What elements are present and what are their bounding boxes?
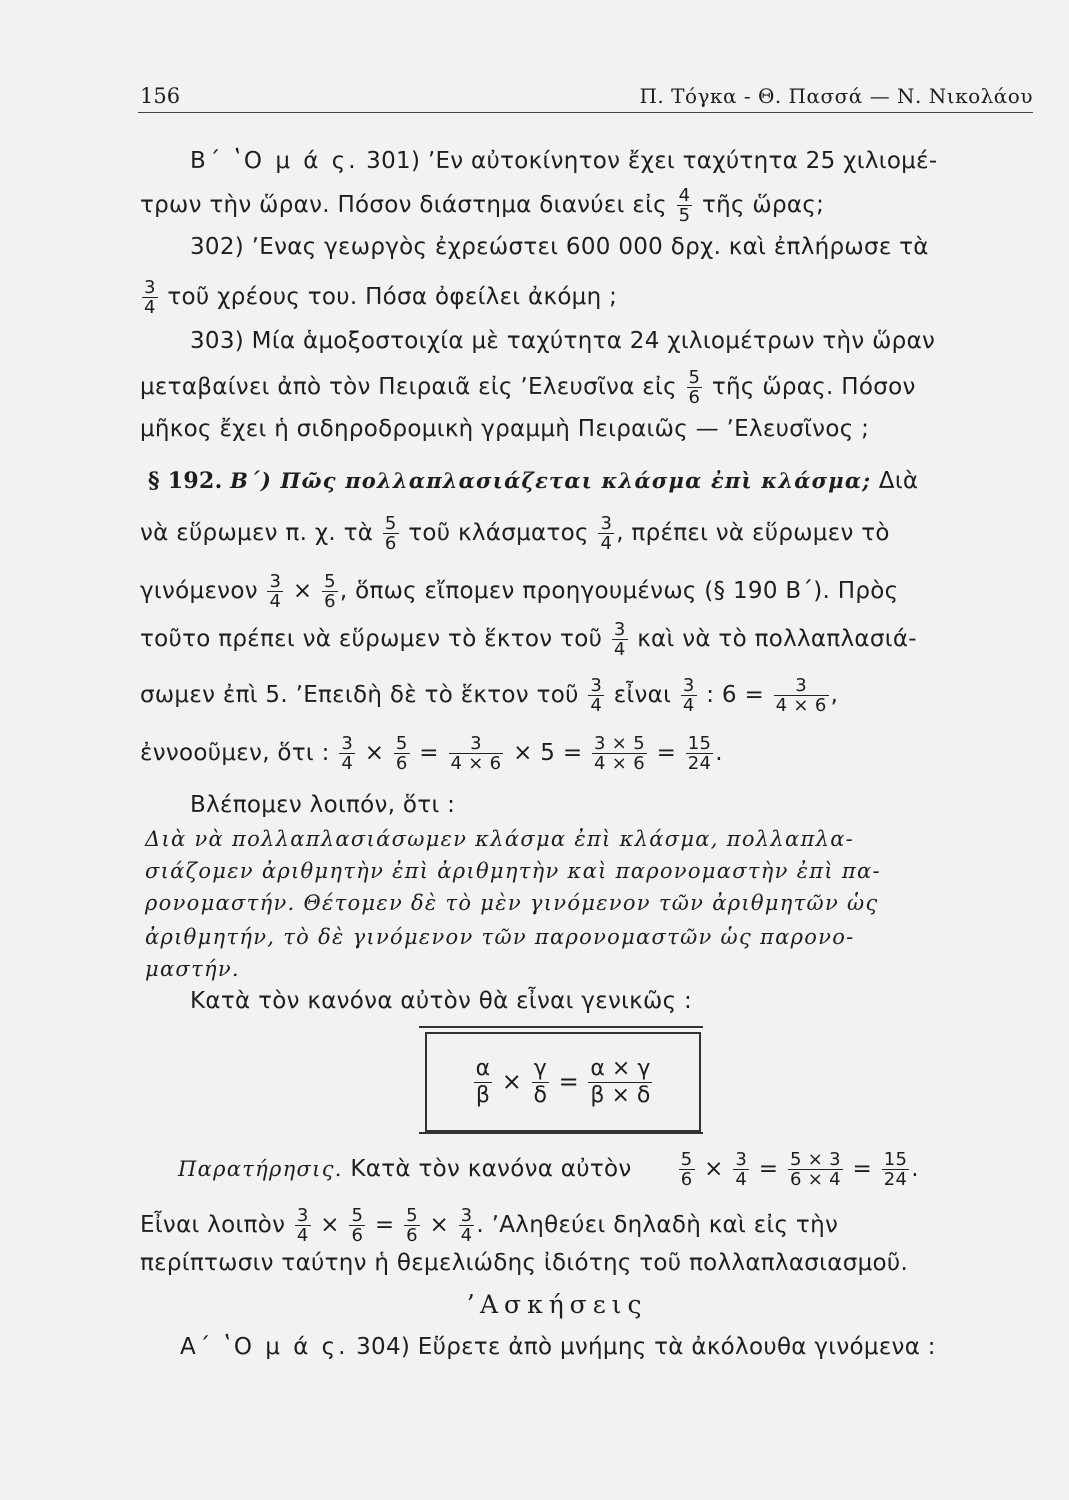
fraction: $\frac{5}{6}$ [395, 733, 408, 774]
rule-line-4: ἀριθμητήν, τὸ δὲ γινόμενον τῶν παρονομαστῶν ὡς παρονο- [145, 925, 855, 949]
section-line-2: νὰ εὕρωμεν π. χ. τὰ $\frac{5}{6}$ τοῦ κλάσματος $\frac{3}{4}$ , πρέπει νὰ εὕρωμεν τὸ [140, 513, 890, 554]
fraction: $\frac{4}{5}$ [678, 185, 691, 226]
problem-301-line-2: τρων τὴν ὥραν. Πόσον διάστημα διανύει εἰς $\frac{4}{5}$ τῆς ὥρας; [140, 185, 825, 226]
section-line-5: σωμεν ἐπὶ 5. ʼΕπειδὴ δὲ τὸ ἕκτον τοῦ $\frac{3}{4}$ εἶναι $\frac{3}{4}$ : 6 = $\frac{3}{4 \times 6}$ , [140, 675, 839, 716]
section-192-title: § 192. Β΄) Πῶς πολλαπλασιάζεται κλάσμα ἐπὶ κλάσμα; Διὰ [148, 468, 919, 494]
general-rule-text: Κατὰ τὸν κανόνα αὐτὸν θὰ εἶναι γενικῶς : [190, 988, 693, 1014]
fraction: $\frac{3}{4}$ [590, 675, 603, 716]
remark-line-2: Εἶναι λοιπὸν $\frac{3}{4}$ × $\frac{5}{6}$ = $\frac{5}{6}$ × $\frac{3}{4}$ . ʼΑληθεύει δηλαδὴ καὶ εἰς τὴν [140, 1205, 839, 1246]
fraction: $\frac{3}{4}$ [296, 1205, 309, 1246]
fraction: $\frac{5 \times 3}{6 \times 4}$ [789, 1149, 841, 1190]
fraction: $\frac{\alpha}{\beta}$ [475, 1056, 491, 1108]
remark-line-3: περίπτωσιν ταύτην ἡ θεμελιώδης ἰδιότης τοῦ πολλαπλασιασμοῦ. [140, 1250, 909, 1276]
fraction: $\frac{5}{6}$ [324, 571, 336, 612]
section-line-4: τοῦτο πρέπει νὰ εὕρωμεν τὸ ἕκτον τοῦ $\frac{3}{4}$ καὶ νὰ τὸ πολλαπλασιά- [140, 619, 917, 660]
fraction: $\frac{3}{4}$ [735, 1149, 748, 1190]
formula-bottom-rule [419, 1132, 703, 1134]
page-number: 156 [140, 84, 181, 108]
rule-line-2: σιάζομεν ἀριθμητὴν ἐπὶ ἀριθμητὴν καὶ παρονομαστὴν ἐπὶ πα- [145, 859, 881, 883]
problem-301-line-1: Β΄ ʽΟ μ ά ς. 301) ʼΕν αὐτοκίνητον ἔχει ταχύτητα 25 χιλιομέ- [190, 148, 938, 174]
general-formula: $\frac{\alpha}{\beta}$ × $\frac{\gamma}{\delta}$ = $\frac{\alpha \times \gamma}{\beta \times \delta}$ [475, 1056, 651, 1108]
fraction: $\frac{3}{4 \times 6}$ [450, 733, 502, 774]
section-line-3: γινόμενον $\frac{3}{4}$ × $\frac{5}{6}$ , ὅπως εἴπομεν προηγουμένως (§ 190 Β΄). Πρὸς [140, 571, 899, 612]
rule-line-1: Διὰ νὰ πολλαπλασιάσωμεν κλάσμα ἐπὶ κλάσμα, πολλαπλα- [145, 827, 855, 851]
general-formula-box [425, 1032, 701, 1132]
fraction: $\frac{3}{4}$ [682, 675, 695, 716]
fraction: $\frac{5}{6}$ [688, 367, 701, 408]
rule-line-5: μαστήν. [145, 957, 240, 981]
rule-line-3: ρονομαστήν. Θέτομεν δὲ τὸ μὲν γινόμενον τῶν ἀριθμητῶν ὡς [145, 891, 879, 915]
formula-top-rule [419, 1026, 703, 1028]
fraction: $\frac{3}{4}$ [144, 277, 156, 318]
fraction: $\frac{15}{24}$ [687, 733, 712, 774]
running-header [138, 78, 1033, 113]
problem-303-line-3: μῆκος ἔχει ἡ σιδηροδρομικὴ γραμμὴ Πειραιῶς — ʼΕλευσῖνος ; [140, 416, 870, 442]
fraction: $\frac{15}{24}$ [883, 1149, 908, 1190]
fraction: $\frac{5}{6}$ [384, 513, 397, 554]
authors: Π. Τόγκα - Θ. Πασσά — Ν. Νικολάου [639, 84, 1033, 108]
fraction: $\frac{3 \times 5}{4 \times 6}$ [594, 733, 645, 774]
fraction: $\frac{3}{4}$ [600, 513, 613, 554]
problem-302-line-1: 302) ʼΕνας γεωργὸς ἐχρεώστει 600 000 δρχ. καὶ ἐπλήρωσε τὰ [190, 234, 929, 260]
fraction: $\frac{3}{4}$ [269, 571, 282, 612]
fraction: $\frac{3}{4}$ [460, 1205, 473, 1246]
section-line-7: Βλέπομεν λοιπόν, ὅτι : [190, 792, 456, 818]
problem-303-line-2: μεταβαίνει ἀπὸ τὸν Πειραιᾶ εἰς ʼΕλευσῖνα εἰς $\frac{5}{6}$ τῆς ὥρας. Πόσον [140, 367, 916, 408]
fraction: $\frac{5}{6}$ [680, 1149, 693, 1190]
fraction: $\frac{\gamma}{\delta}$ [533, 1056, 548, 1108]
problem-303-line-1: 303) Μία ἁμοξοστοιχία μὲ ταχύτητα 24 χιλιομέτρων τὴν ὥραν [190, 328, 936, 354]
fraction: $\frac{5}{6}$ [351, 1205, 364, 1246]
exercises-heading: ʼΑσκήσεις [466, 1290, 648, 1319]
problem-304: Α΄ ʽΟ μ ά ς. 304) Εὕρετε ἀπὸ μνήμης τὰ ἀκόλουθα γινόμενα : [180, 1334, 936, 1360]
remark-line-1: Παρατήρησις. Κατὰ τὸν κανόνα αὐτὸν $\frac{5}{6}$ × $\frac{3}{4}$ = $\frac{5 \times 3}{6 \times 4}$ = $\frac{15}{24}$ . [178, 1149, 919, 1190]
problem-302-line-2: $\frac{3}{4}$ τοῦ χρέους του. Πόσα ὀφείλει ἀκόμη ; [144, 277, 618, 318]
fraction: $\frac{3}{4}$ [613, 619, 626, 660]
fraction: $\frac{5}{6}$ [406, 1205, 418, 1246]
fraction: $\frac{\alpha \times \gamma}{\beta \times \delta}$ [590, 1056, 651, 1108]
fraction: $\frac{3}{4 \times 6}$ [775, 675, 827, 716]
section-line-6: ἐννοοῦμεν, ὅτι : $\frac{3}{4}$ × $\frac{5}{6}$ = $\frac{3}{4 \times 6}$ × 5 = $\frac{3 \times 5}{4 \times 6}$ = $\frac{15}{24}$ . [140, 733, 723, 774]
fraction: $\frac{3}{4}$ [341, 733, 354, 774]
